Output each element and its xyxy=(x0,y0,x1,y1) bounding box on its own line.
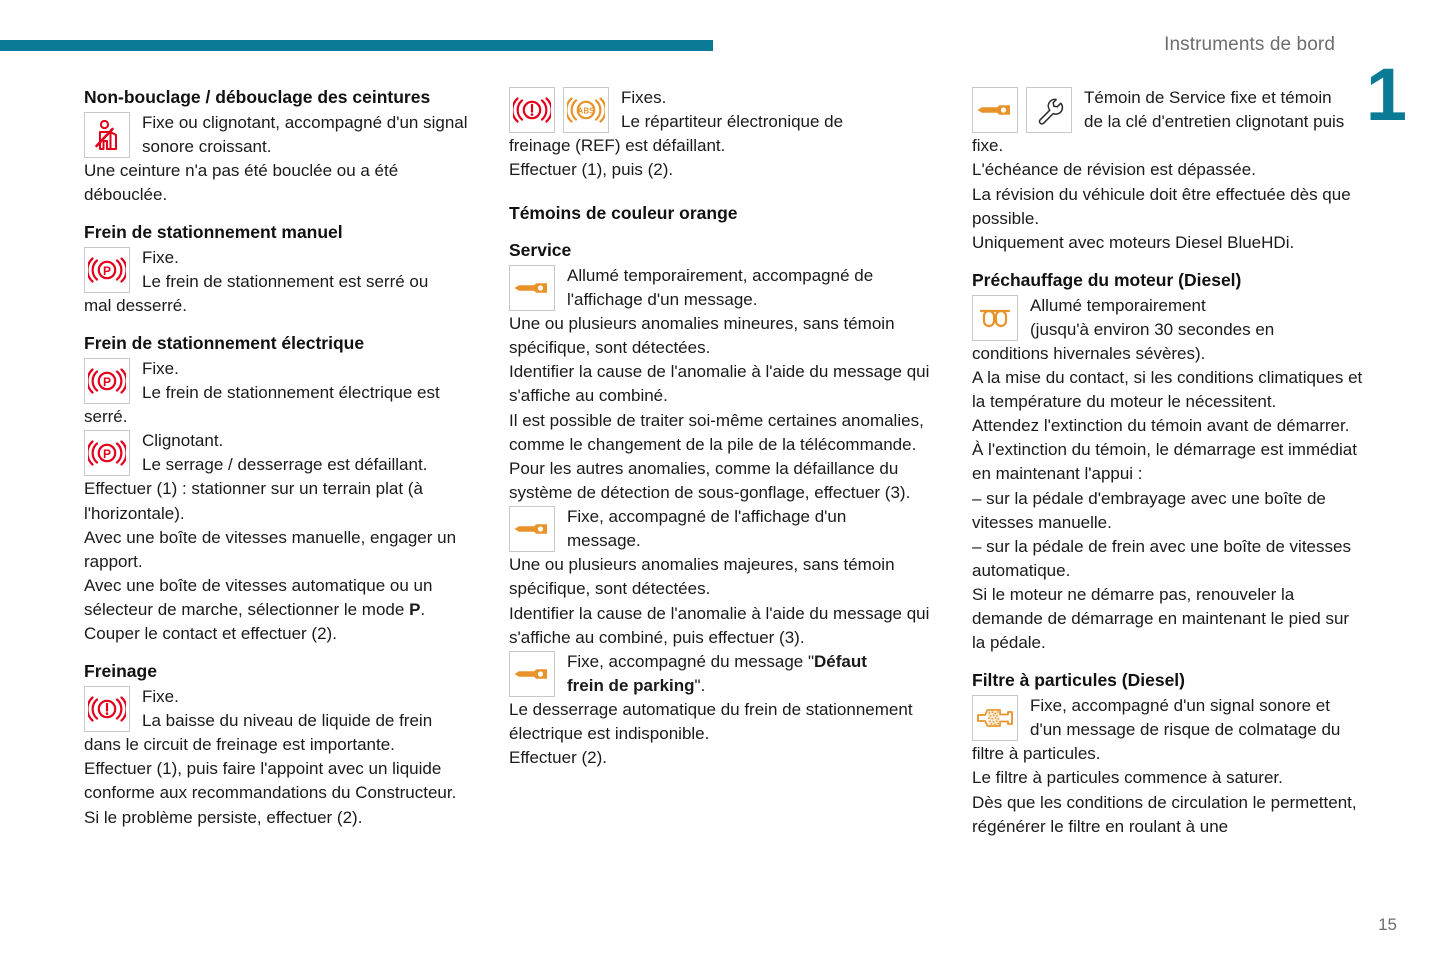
service-temporary-continuation: Une ou plusieurs anomalies mineures, sans témoin spécifique, sont détectées. Identifier la cause de l'anomalie à l'aide du message qui s'affiche au combiné. Il est possible de traiter soi-même certaines anomalies, comme le changement de la pile de la télécommande. Pour les autres anomalies, comme la défaillance du système de détection de sous-gonflage, effectuer (3). xyxy=(509,314,930,502)
preheat-line-a: Allumé temporairement xyxy=(1030,295,1206,315)
block-service-due xyxy=(972,86,1365,134)
preheat-line-b: (jusqu'à environ 30 secondes en xyxy=(1030,319,1275,339)
service-fixed-continuation: Une ou plusieurs anomalies majeures, sans témoin spécifique, sont détectées. Identifier la cause de l'anomalie à l'aide du message qui s'affiche au combiné, puis effectuer (3). xyxy=(509,555,930,647)
service-temporary-text xyxy=(567,264,934,312)
page-number: 15 xyxy=(1378,915,1397,934)
epb-blinking-text xyxy=(142,429,471,477)
heading-electric-parking-brake: Frein de stationnement électrique xyxy=(84,333,365,354)
column-2 xyxy=(509,86,934,839)
block-seatbelt xyxy=(84,111,471,159)
svc-due-line-a: Témoin de Service fixe et témoin xyxy=(1084,88,1332,107)
service-due-text xyxy=(1084,86,1365,134)
epb-continuation-1: Effectuer (1) : stationner sur un terrain plat (à l'horizontale). xyxy=(84,479,423,523)
epb-fixed-continuation: serré. xyxy=(84,407,128,426)
engine-preheating-continuation: conditions hivernales sévères). A la mise du contact, si les conditions climatiques et la température du moteur le nécessitent. Attendez l'extinction du témoin avant de démarrer. À l'extinction du témoin, le démarrage est immédiat en maintenant l'appui : – sur la pédale d'embrayage avec une boîte de vitesses manuelle. – sur la pédale de frein avec une boîte de vitesses automatique. Si le moteur ne démarre pas, renouveler la demande de démarrage en maintenant le pied sur la pédale. xyxy=(972,343,1363,653)
braking-continuation: dans le circuit de freinage est importante. Effectuer (1), puis faire l'appoint avec un liquide conforme aux recommandations du Constructeur. Si le problème persiste, effectuer (2). xyxy=(84,735,457,827)
svc-temp-line-a: Allumé temporairement, accompagné de xyxy=(567,265,874,285)
column-3 xyxy=(972,86,1365,839)
brake-fluid-icon xyxy=(509,87,555,133)
block-service-temporary xyxy=(509,264,934,312)
block-braking xyxy=(84,685,471,733)
epb-fixed-line-a: Fixe. xyxy=(142,358,179,378)
service-due-continuation: fixe. L'échéance de révision est dépassée. La révision du véhicule doit être effectuée dès que possible. Uniquement avec moteurs Diesel BlueHDi. xyxy=(972,136,1351,252)
parking-brake-icon xyxy=(84,247,130,293)
block-service-fixed xyxy=(509,505,934,553)
service-wrench-icon xyxy=(972,87,1018,133)
heading-braking: Freinage xyxy=(84,661,157,682)
content-columns xyxy=(84,86,1369,839)
heading-service: Service xyxy=(509,240,572,261)
mpb-line-b: Le frein de stationnement est serré ou xyxy=(142,271,429,291)
svg-text:ABS: ABS xyxy=(577,106,595,116)
parking-brake-icon xyxy=(84,430,130,476)
block-service-parking-fault xyxy=(509,650,934,698)
service-wrench-icon xyxy=(509,506,555,552)
epb-continuation-3 xyxy=(84,574,471,622)
block-particle-filter xyxy=(972,694,1365,742)
particle-filter-icon xyxy=(972,695,1018,741)
service-wrench-icon xyxy=(509,651,555,697)
seatbelt-warning-icon xyxy=(84,112,130,158)
heading-manual-parking-brake: Frein de stationnement manuel xyxy=(84,222,343,243)
svc-fixed-line-b: message. xyxy=(567,531,641,551)
heading-seatbelt: Non-bouclage / débouclage des ceintures xyxy=(84,87,431,107)
particle-filter-continuation: filtre à particules. Le filtre à particules commence à saturer. Dès que les conditions de circulation le permettent, régénérer le filtre en roulant à une xyxy=(972,744,1357,836)
service-parking-fault-text xyxy=(567,650,934,698)
manual-parking-brake-text xyxy=(142,246,471,294)
heading-orange-warning-lights: Témoins de couleur orange xyxy=(509,202,738,223)
svc-temp-line-b: l'affichage d'un message. xyxy=(567,289,758,309)
spf-bold-2: frein de parking xyxy=(567,675,695,695)
spf-post: ". xyxy=(694,675,706,695)
ref-line-a: Fixes. xyxy=(621,88,667,107)
heading-engine-preheating: Préchauffage du moteur (Diesel) xyxy=(972,269,1242,290)
brake-fluid-icon xyxy=(84,686,130,732)
svg-text:P: P xyxy=(102,447,112,462)
epb-c3-pre: Avec une boîte de vitesses automatique ou un sélecteur de marche, sélectionner le mode xyxy=(84,575,433,619)
service-wrench-icon xyxy=(509,265,555,311)
abs-icon xyxy=(563,87,609,133)
pf-line-b: d'un message de risque de colmatage du xyxy=(1030,720,1341,740)
service-fixed-text xyxy=(567,505,934,553)
braking-icon-text xyxy=(142,685,471,733)
epb-c3-post: . xyxy=(420,600,426,619)
chapter-number: 1 xyxy=(1365,53,1407,136)
svg-text:P: P xyxy=(102,263,112,278)
engine-preheating-text xyxy=(1030,294,1365,342)
svc-fixed-line-a: Fixe, accompagné de l'affichage d'un xyxy=(567,507,847,526)
seatbelt-continuation: Une ceinture n'a pas été bouclée ou a été débouclée. xyxy=(84,160,399,204)
maintenance-spanner-icon xyxy=(1026,87,1072,133)
svg-text:P: P xyxy=(102,374,112,389)
block-epb-fixed xyxy=(84,357,471,405)
spf-bold-1: Défaut xyxy=(814,651,867,671)
glow-plug-preheat-icon xyxy=(972,295,1018,341)
particle-filter-text xyxy=(1030,694,1365,742)
heading-particle-filter: Filtre à particules (Diesel) xyxy=(972,670,1185,691)
braking-line-a: Fixe. xyxy=(142,686,179,706)
ref-continuation-1: freinage (REF) est défaillant. xyxy=(509,136,726,156)
epb-continuation-4: Couper le contact et effectuer (2). xyxy=(84,624,337,644)
block-epb-blinking xyxy=(84,429,471,477)
ref-failure-text xyxy=(621,86,934,134)
parking-brake-icon xyxy=(84,358,130,404)
mpb-line-a: Fixe. xyxy=(142,247,179,267)
column-1 xyxy=(84,86,471,839)
epb-continuation-2: Avec une boîte de vitesses manuelle, engager un rapport. xyxy=(84,527,457,571)
header-accent-bar xyxy=(0,40,713,51)
block-ref-failure xyxy=(509,86,934,134)
epb-blink-line-a: Clignotant. xyxy=(142,431,224,451)
manual-parking-brake-continuation: mal desserré. xyxy=(84,296,187,315)
ref-continuation-2: Effectuer (1), puis (2). xyxy=(509,160,674,180)
epb-blink-line-b: Le serrage / desserrage est défaillant. xyxy=(142,455,428,475)
svc-due-line-b: de la clé d'entretien clignotant puis xyxy=(1084,112,1345,132)
page-header-title: Instruments de bord xyxy=(1164,34,1335,55)
epb-fixed-line-b: Le frein de stationnement électrique est xyxy=(142,382,440,402)
service-parking-fault-continuation: Le desserrage automatique du frein de stationnement électrique est indisponible. Effectuer (2). xyxy=(509,700,913,768)
epb-mode-p: P xyxy=(409,600,421,619)
ref-line-b: Le répartiteur électronique de xyxy=(621,112,844,132)
spf-pre: Fixe, accompagné du message " xyxy=(567,651,814,671)
seatbelt-icon-text: Fixe ou clignotant, accompagné d'un signal sonore croissant. xyxy=(142,112,468,156)
braking-line-b: La baisse du niveau de liquide de frein xyxy=(142,711,433,730)
block-engine-preheating xyxy=(972,294,1365,342)
epb-fixed-text xyxy=(142,357,471,405)
block-manual-parking-brake xyxy=(84,246,471,294)
pf-line-a: Fixe, accompagné d'un signal sonore et xyxy=(1030,696,1330,715)
